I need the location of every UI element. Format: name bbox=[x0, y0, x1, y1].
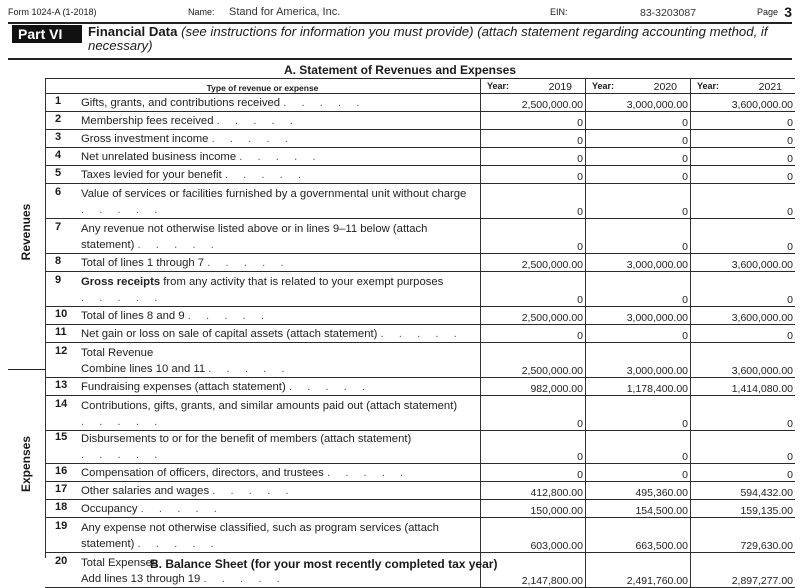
amount-cell[interactable] bbox=[691, 464, 796, 482]
line-description bbox=[45, 307, 481, 325]
dot-leader: . . . . . bbox=[212, 485, 295, 497]
year-column-header bbox=[481, 79, 586, 94]
line-text bbox=[81, 379, 480, 395]
line-text bbox=[81, 431, 480, 463]
amount-cell[interactable] bbox=[691, 272, 796, 307]
amount-cell[interactable] bbox=[586, 307, 691, 325]
dot-leader: . . . . . bbox=[137, 538, 220, 550]
line-description bbox=[45, 518, 481, 553]
part-label: Part VI bbox=[12, 25, 82, 43]
dot-leader: . . . . . bbox=[81, 204, 164, 216]
dot-leader: . . . . . bbox=[211, 133, 294, 145]
amount-value: 412,800.00 bbox=[530, 487, 583, 499]
part-title bbox=[88, 25, 788, 53]
amount-cell[interactable] bbox=[586, 500, 691, 518]
organization-name: Stand for America, Inc. bbox=[229, 6, 341, 18]
line-number: 1 bbox=[55, 95, 62, 107]
line-text bbox=[81, 149, 480, 165]
line-text-main: Other salaries and wages bbox=[81, 485, 210, 497]
line-number: 10 bbox=[55, 308, 68, 320]
line-text bbox=[81, 465, 480, 481]
amount-cell[interactable] bbox=[691, 518, 796, 553]
amount-value: 2,897,277.00 bbox=[731, 575, 793, 587]
line-text bbox=[81, 345, 480, 377]
amount-value: 0 bbox=[682, 206, 688, 218]
table-row bbox=[45, 464, 795, 482]
dot-leader: . . . . . bbox=[283, 97, 366, 109]
dot-leader: . . . . . bbox=[81, 449, 164, 461]
amount-value: 603,000.00 bbox=[530, 540, 583, 552]
amount-value: 0 bbox=[787, 330, 793, 342]
dot-leader: . . . . . bbox=[288, 381, 372, 393]
dot-leader: . . . . . bbox=[81, 416, 164, 428]
amount-value: 3,600,000.00 bbox=[731, 99, 793, 111]
amount-cell[interactable] bbox=[691, 254, 796, 272]
table-row bbox=[45, 343, 795, 378]
line-text bbox=[81, 308, 480, 324]
amount-value: 150,000.00 bbox=[530, 505, 583, 517]
table-row bbox=[45, 325, 795, 343]
amount-cell[interactable] bbox=[691, 378, 796, 396]
line-text-bold: Gross receipts bbox=[81, 276, 161, 288]
amount-value: 0 bbox=[787, 206, 793, 218]
table-row bbox=[45, 254, 795, 272]
line-text-main: Any expense not otherwise classified, such as program services (attach statement) bbox=[81, 522, 439, 550]
line-number: 18 bbox=[55, 501, 68, 513]
line-description bbox=[45, 184, 481, 219]
line-number: 9 bbox=[55, 274, 62, 286]
line-text-main: from any activity that is related to your exempt purposes bbox=[163, 276, 444, 288]
line-number: 3 bbox=[55, 131, 62, 143]
line-text-main: Compensation of officers, directors, and trustees bbox=[81, 467, 324, 479]
amount-cell[interactable] bbox=[691, 325, 796, 343]
line-text-main: Value of services or facilities furnished by a governmental unit without charge bbox=[81, 188, 467, 200]
line-description bbox=[45, 464, 481, 482]
amount-value: 0 bbox=[577, 171, 583, 183]
ein-label: EIN: bbox=[550, 7, 568, 17]
amount-value: 0 bbox=[577, 451, 583, 463]
line-number: 8 bbox=[55, 255, 62, 267]
amount-cell[interactable] bbox=[481, 148, 586, 166]
line-text bbox=[81, 113, 480, 129]
amount-value: 0 bbox=[787, 117, 793, 129]
divider bbox=[8, 58, 792, 60]
year-column-header bbox=[691, 79, 796, 94]
amount-cell[interactable] bbox=[586, 553, 691, 588]
line-description bbox=[45, 396, 481, 431]
dot-leader: . . . . . bbox=[207, 257, 290, 269]
table-body bbox=[45, 94, 795, 588]
line-text bbox=[81, 501, 480, 517]
amount-value: 982,000.00 bbox=[530, 383, 583, 395]
line-text-sub: Add lines 13 through 19 bbox=[81, 573, 201, 585]
line-description bbox=[45, 254, 481, 272]
line-text-main: Any revenue not otherwise listed above or in lines 9–11 below (attach statement) bbox=[81, 223, 428, 251]
divider bbox=[8, 369, 46, 370]
section-title: A. Statement of Revenues and Expenses bbox=[283, 63, 517, 77]
line-text-main: Contributions, gifts, grants, and similar amounts paid out (attach statement) bbox=[81, 400, 458, 412]
amount-cell[interactable] bbox=[586, 148, 691, 166]
table-row bbox=[45, 378, 795, 396]
amount-cell[interactable] bbox=[481, 166, 586, 184]
dot-leader: . . . . . bbox=[187, 310, 271, 322]
next-section-title: B. Balance Sheet (for your most recently completed tax year) bbox=[150, 557, 498, 571]
amount-value: 2,500,000.00 bbox=[521, 312, 583, 324]
amount-cell[interactable] bbox=[691, 482, 796, 500]
line-text bbox=[81, 255, 480, 271]
line-text-main: Membership fees received bbox=[81, 115, 214, 127]
line-text bbox=[81, 131, 480, 147]
line-text-main: Total of lines 8 and 9 bbox=[81, 310, 185, 322]
line-description bbox=[45, 166, 481, 184]
line-text-main: Total of lines 1 through 7 bbox=[81, 257, 205, 269]
amount-value: 0 bbox=[577, 206, 583, 218]
amount-cell[interactable] bbox=[481, 500, 586, 518]
line-text-main: Taxes levied for your benefit bbox=[81, 169, 222, 181]
amount-cell[interactable] bbox=[586, 166, 691, 184]
amount-cell[interactable] bbox=[481, 378, 586, 396]
amount-cell[interactable] bbox=[481, 396, 586, 431]
line-number: 5 bbox=[55, 167, 62, 179]
amount-value: 663,500.00 bbox=[635, 540, 688, 552]
amount-value: 0 bbox=[682, 330, 688, 342]
amount-value: 2,500,000.00 bbox=[521, 365, 583, 377]
amount-value: 159,135.00 bbox=[740, 505, 793, 517]
revenues-side-label: Revenues bbox=[19, 203, 33, 261]
table-row bbox=[45, 482, 795, 500]
amount-cell[interactable] bbox=[586, 396, 691, 431]
amount-cell[interactable] bbox=[691, 184, 796, 219]
expenses-side-label: Expenses bbox=[19, 435, 33, 493]
amount-cell[interactable] bbox=[586, 464, 691, 482]
line-number: 4 bbox=[55, 149, 62, 161]
amount-cell[interactable] bbox=[481, 184, 586, 219]
amount-cell[interactable] bbox=[691, 130, 796, 148]
type-column-header: Type of revenue or expense bbox=[45, 79, 481, 94]
line-text bbox=[81, 167, 480, 183]
line-description bbox=[45, 325, 481, 343]
amount-value: 0 bbox=[682, 241, 688, 253]
expenses-group bbox=[8, 372, 44, 556]
table-row bbox=[45, 166, 795, 184]
dot-leader: . . . . . bbox=[224, 169, 308, 181]
amount-cell[interactable] bbox=[481, 130, 586, 148]
line-description bbox=[45, 378, 481, 396]
amount-value: 0 bbox=[577, 117, 583, 129]
line-text-main: Occupancy bbox=[81, 503, 138, 515]
table-row bbox=[45, 396, 795, 431]
line-number: 14 bbox=[55, 398, 68, 410]
amount-cell[interactable] bbox=[691, 94, 796, 112]
amount-cell[interactable] bbox=[481, 431, 586, 464]
amount-value: 2,500,000.00 bbox=[521, 259, 583, 271]
line-text-main: Gross investment income bbox=[81, 133, 209, 145]
amount-value: 0 bbox=[787, 469, 793, 481]
amount-cell[interactable] bbox=[481, 325, 586, 343]
amount-cell[interactable] bbox=[691, 500, 796, 518]
amount-cell[interactable] bbox=[586, 343, 691, 378]
amount-cell[interactable] bbox=[481, 272, 586, 307]
amount-cell[interactable] bbox=[691, 148, 796, 166]
table-row bbox=[45, 272, 795, 307]
line-description bbox=[45, 148, 481, 166]
amount-cell[interactable] bbox=[481, 94, 586, 112]
amount-value: 0 bbox=[682, 117, 688, 129]
amount-cell[interactable] bbox=[691, 307, 796, 325]
amount-cell[interactable] bbox=[691, 219, 796, 254]
form-id: Form 1024-A (1-2018) bbox=[8, 7, 97, 17]
line-description bbox=[45, 272, 481, 307]
amount-cell[interactable] bbox=[691, 343, 796, 378]
amount-value: 3,600,000.00 bbox=[731, 365, 793, 377]
amount-value: 2,147,800.00 bbox=[521, 575, 583, 587]
table-row bbox=[45, 184, 795, 219]
amount-cell[interactable] bbox=[691, 396, 796, 431]
amount-value: 2,500,000.00 bbox=[521, 99, 583, 111]
table-row bbox=[45, 112, 795, 130]
year-label: Year: bbox=[487, 81, 510, 91]
amount-value: 3,600,000.00 bbox=[731, 312, 793, 324]
line-text-main: Net unrelated business income bbox=[81, 151, 237, 163]
line-description bbox=[45, 130, 481, 148]
amount-value: 0 bbox=[577, 241, 583, 253]
amount-value: 3,000,000.00 bbox=[626, 259, 688, 271]
amount-value: 0 bbox=[682, 418, 688, 430]
amount-value: 0 bbox=[577, 418, 583, 430]
line-text bbox=[81, 520, 480, 552]
table-row bbox=[45, 518, 795, 553]
amount-value: 1,414,080.00 bbox=[731, 383, 793, 395]
amount-value: 0 bbox=[577, 469, 583, 481]
dot-leader: . . . . . bbox=[208, 363, 291, 375]
line-description bbox=[45, 500, 481, 518]
amount-value: 0 bbox=[682, 135, 688, 147]
amount-cell[interactable] bbox=[481, 219, 586, 254]
amount-value: 0 bbox=[787, 171, 793, 183]
dot-leader: . . . . . bbox=[216, 115, 299, 127]
page-label: Page bbox=[756, 7, 778, 17]
year-value[interactable]: 2020 bbox=[653, 81, 677, 93]
amount-cell[interactable] bbox=[691, 431, 796, 464]
amount-cell[interactable] bbox=[481, 307, 586, 325]
year-label: Year: bbox=[697, 81, 720, 91]
line-description bbox=[45, 431, 481, 464]
line-number: 17 bbox=[55, 483, 68, 495]
amount-cell[interactable] bbox=[586, 112, 691, 130]
amount-cell[interactable] bbox=[586, 254, 691, 272]
line-text-main: Disbursements to or for the benefit of members (attach statement) bbox=[81, 433, 412, 445]
line-text-main: Total Revenue bbox=[81, 347, 154, 359]
amount-value: 2,491,760.00 bbox=[626, 575, 688, 587]
amount-value: 154,500.00 bbox=[635, 505, 688, 517]
amount-cell[interactable] bbox=[586, 94, 691, 112]
table-row bbox=[45, 431, 795, 464]
amount-value: 0 bbox=[577, 330, 583, 342]
part-title-bold: Financial Data bbox=[88, 24, 178, 39]
dot-leader: . . . . . bbox=[239, 151, 322, 163]
dot-leader: . . . . . bbox=[380, 328, 463, 340]
line-text-main: Net gain or loss on sale of capital assets (attach statement) bbox=[81, 328, 378, 340]
line-description bbox=[45, 94, 481, 112]
amount-cell[interactable] bbox=[481, 482, 586, 500]
line-number: 12 bbox=[55, 345, 68, 357]
amount-value: 0 bbox=[787, 418, 793, 430]
amount-value: 0 bbox=[787, 241, 793, 253]
amount-cell[interactable] bbox=[481, 464, 586, 482]
line-description bbox=[45, 482, 481, 500]
year-label: Year: bbox=[592, 81, 615, 91]
amount-cell[interactable] bbox=[481, 343, 586, 378]
amount-value: 0 bbox=[787, 135, 793, 147]
amount-value: 0 bbox=[682, 451, 688, 463]
amount-cell[interactable] bbox=[691, 166, 796, 184]
amount-value: 0 bbox=[787, 451, 793, 463]
line-text bbox=[81, 326, 480, 342]
line-text bbox=[81, 95, 480, 111]
amount-value: 0 bbox=[787, 153, 793, 165]
line-number: 7 bbox=[55, 221, 62, 233]
page-number: 3 bbox=[784, 4, 792, 20]
amount-cell[interactable] bbox=[586, 272, 691, 307]
amount-cell[interactable] bbox=[586, 482, 691, 500]
line-number: 13 bbox=[55, 379, 68, 391]
line-text bbox=[81, 398, 480, 430]
table-header-row bbox=[45, 79, 795, 94]
line-text-main: Gifts, grants, and contributions received bbox=[81, 97, 281, 109]
line-text bbox=[81, 483, 480, 499]
line-number: 15 bbox=[55, 431, 68, 443]
part-title-instructions: (see instructions for information you must provide) (attach statement regarding accounting method, if necessary) bbox=[88, 24, 768, 53]
amount-cell[interactable] bbox=[586, 219, 691, 254]
amount-cell[interactable] bbox=[481, 112, 586, 130]
amount-value: 0 bbox=[682, 469, 688, 481]
table-row bbox=[45, 307, 795, 325]
amount-cell[interactable] bbox=[586, 378, 691, 396]
amount-cell[interactable] bbox=[586, 325, 691, 343]
line-text-main: Total Expenses bbox=[81, 557, 158, 569]
amount-value: 3,000,000.00 bbox=[626, 365, 688, 377]
amount-cell[interactable] bbox=[586, 518, 691, 553]
dot-leader: . . . . . bbox=[203, 573, 286, 585]
amount-cell[interactable] bbox=[481, 254, 586, 272]
line-description bbox=[45, 112, 481, 130]
form-header bbox=[8, 4, 792, 21]
line-text-sub: Combine lines 10 and 11 bbox=[81, 363, 206, 375]
amount-value: 0 bbox=[577, 294, 583, 306]
line-text bbox=[81, 221, 480, 253]
line-description bbox=[45, 343, 481, 378]
amount-value: 594,432.00 bbox=[740, 487, 793, 499]
amount-cell[interactable] bbox=[481, 518, 586, 553]
line-description bbox=[45, 219, 481, 254]
table-row bbox=[45, 500, 795, 518]
amount-value: 3,600,000.00 bbox=[731, 259, 793, 271]
revenue-expense-table bbox=[45, 78, 795, 588]
line-number: 16 bbox=[55, 465, 68, 477]
dot-leader: . . . . . bbox=[137, 239, 220, 251]
line-number: 20 bbox=[55, 555, 68, 567]
dot-leader: . . . . . bbox=[326, 467, 410, 479]
table-row bbox=[45, 219, 795, 254]
line-text bbox=[81, 186, 480, 218]
year-value[interactable]: 2021 bbox=[758, 81, 782, 93]
dot-leader: . . . . . bbox=[81, 292, 164, 304]
amount-cell[interactable] bbox=[691, 112, 796, 130]
line-number: 19 bbox=[55, 520, 68, 532]
line-number: 6 bbox=[55, 186, 62, 198]
dot-leader: . . . . . bbox=[140, 503, 223, 515]
name-label: Name: bbox=[188, 7, 215, 17]
amount-value: 3,000,000.00 bbox=[626, 312, 688, 324]
line-text-main: Fundraising expenses (attach statement) bbox=[81, 381, 286, 393]
amount-value: 729,630.00 bbox=[740, 540, 793, 552]
ein-value: 83-3203087 bbox=[640, 7, 697, 19]
table-row bbox=[45, 130, 795, 148]
line-number: 11 bbox=[55, 326, 67, 338]
amount-cell[interactable] bbox=[586, 130, 691, 148]
amount-value: 0 bbox=[682, 171, 688, 183]
amount-value: 0 bbox=[787, 294, 793, 306]
table-row bbox=[45, 94, 795, 112]
amount-value: 0 bbox=[682, 294, 688, 306]
year-column-header bbox=[586, 79, 691, 94]
year-value[interactable]: 2019 bbox=[548, 81, 572, 93]
amount-value: 0 bbox=[577, 135, 583, 147]
revenues-group bbox=[8, 96, 44, 368]
amount-value: 1,178,400.00 bbox=[626, 383, 688, 395]
line-text bbox=[81, 274, 480, 306]
line-number: 2 bbox=[55, 113, 62, 125]
amount-value: 495,360.00 bbox=[635, 487, 688, 499]
table-row bbox=[45, 148, 795, 166]
amount-cell[interactable] bbox=[691, 553, 796, 588]
amount-value: 0 bbox=[682, 153, 688, 165]
amount-value: 3,000,000.00 bbox=[626, 99, 688, 111]
amount-cell[interactable] bbox=[586, 184, 691, 219]
amount-cell[interactable] bbox=[586, 431, 691, 464]
amount-value: 0 bbox=[577, 153, 583, 165]
